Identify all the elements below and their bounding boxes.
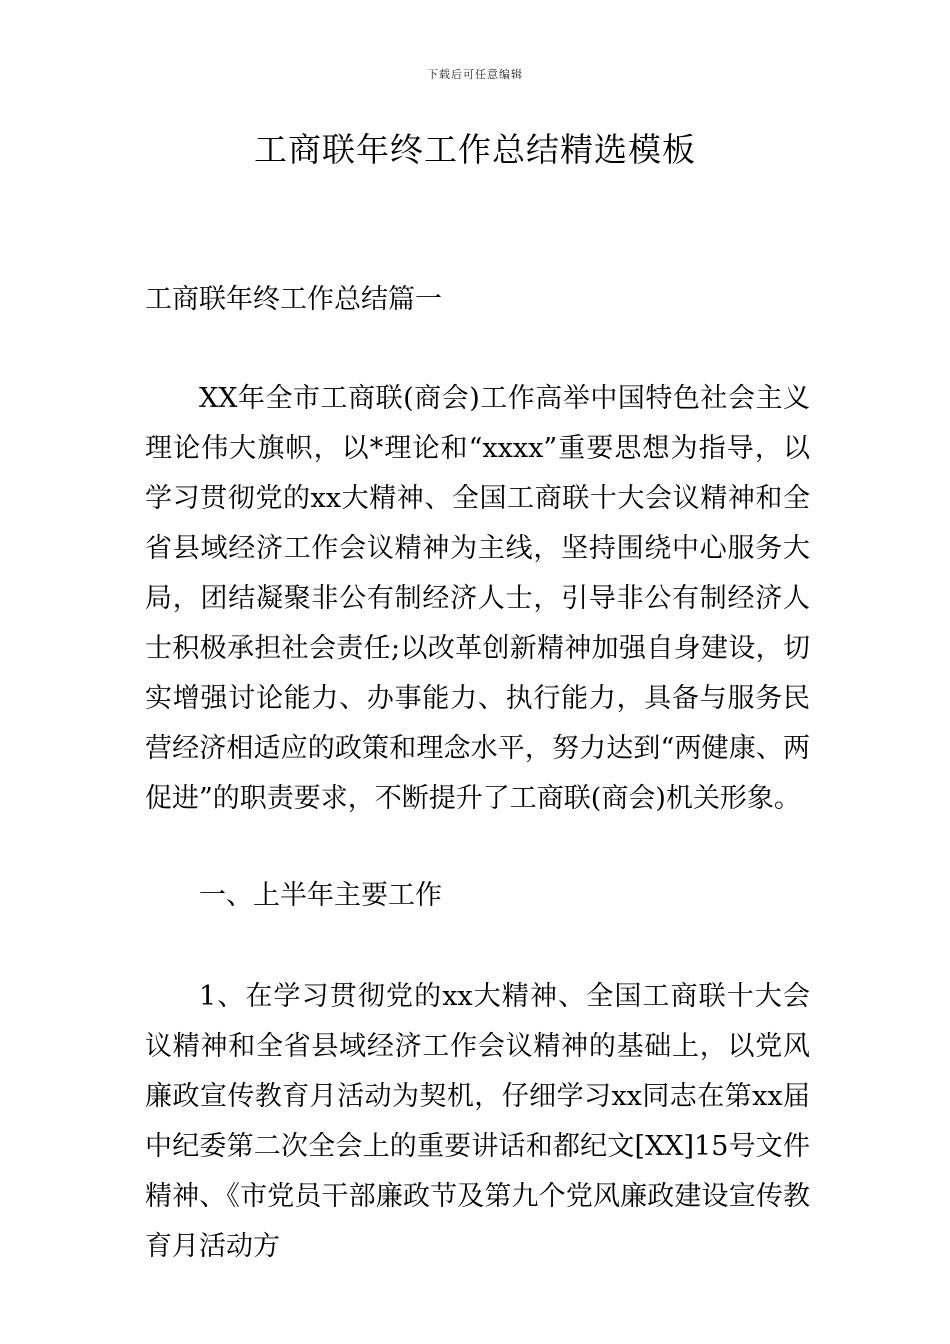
section-heading: 工商联年终工作总结篇一	[145, 284, 442, 315]
document-title: 工商联年终工作总结精选模板	[254, 130, 696, 169]
header-note: 下载后可任意编辑	[427, 68, 523, 81]
paragraph-intro: XX年全市工商联(商会)工作高举中国特色社会主义理论伟大旗帜，以*理论和“xxxx”重要思想为指导，以学习贯彻党的xx大精神、全国工商联十大会议精神和全省县域经济工作会议精神为主线，坚持围绕中心服务大局，团结凝聚非公有制经济人士，引导非公有制经济人士积极承担社会责任;以改革创新精神加强自身建设，切实增强讨论能力、办事能力、执行能力，具备与服务民营经济相适应的政策和理念水平，努力达到“两健康、两促进”的职责要求，不断提升了工商联(商会)机关形象。	[145, 383, 810, 814]
subheading-first-half-work: 一、上半年主要工作	[199, 880, 442, 911]
paragraph-item-1: 1、在学习贯彻党的xx大精神、全国工商联十大会议精神和全省县域经济工作会议精神的基础上，以党风廉政宣传教育月活动为契机，仔细学习xx同志在第xx届中纪委第二次全会上的重要讲话和都纪文[XX]15号文件精神、《市党员干部廉政节及第九个党风廉政建设宣传教育月活动方	[145, 981, 810, 1262]
